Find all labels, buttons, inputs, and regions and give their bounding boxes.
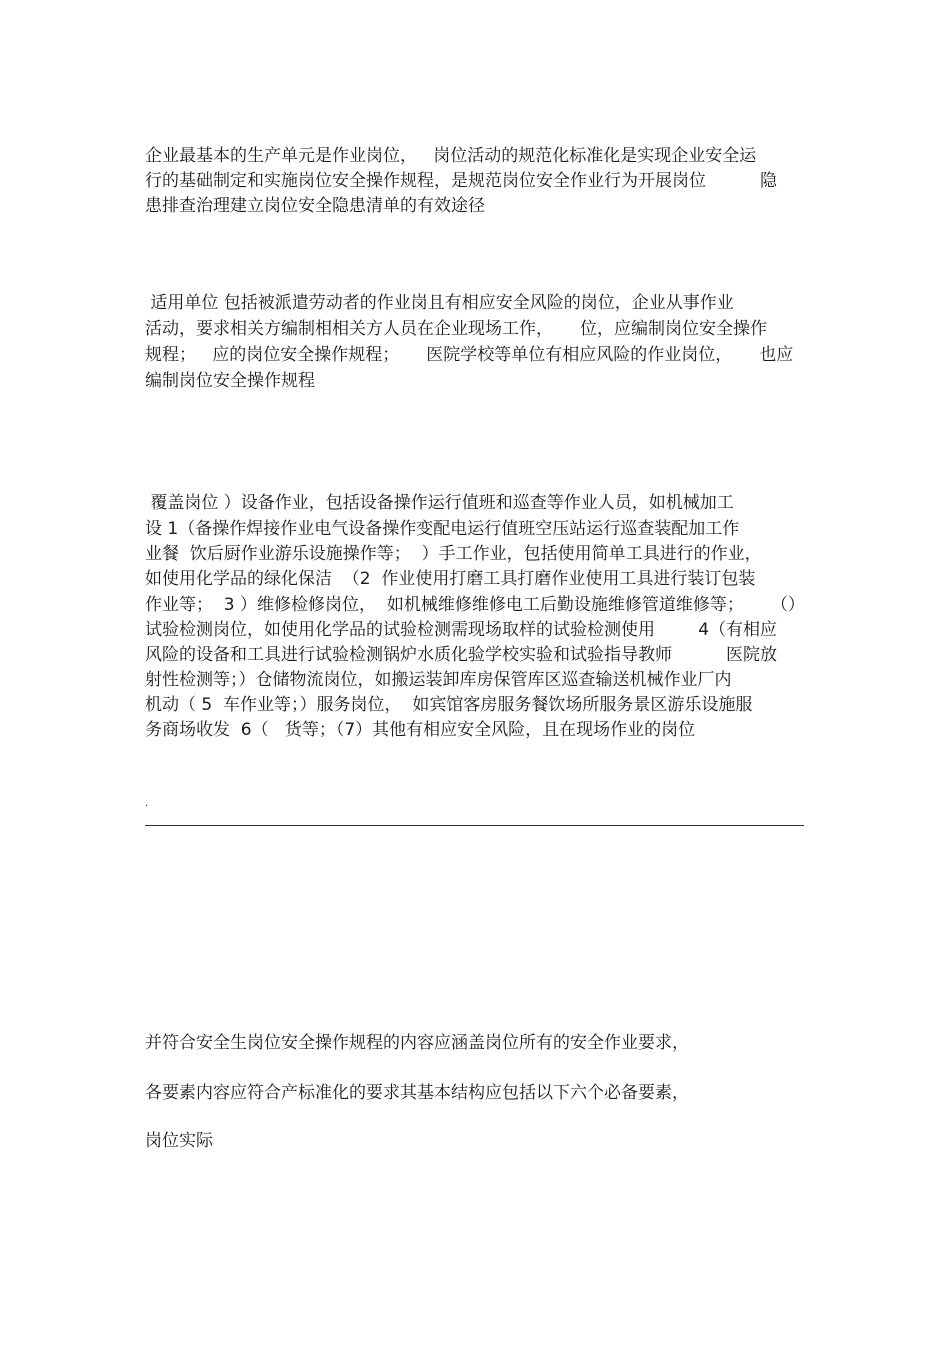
- text-line: 机动（ 5 车作业等；）服务岗位， 如宾馆客房服务餐饮场所服务景区游乐设施服: [145, 695, 753, 715]
- text-line: 业餐 饮后厨作业游乐设施操作等； ）手工作业，包括使用简单工具进行的作业，: [145, 544, 762, 564]
- text-line: 务商场收发 6（ 货等；（7）其他有相应安全风险，且在现场作业的岗位: [145, 720, 696, 740]
- text-line: 覆盖岗位 ）设备作业，包括设备操作运行值班和巡查等作业人员，如机械加工: [145, 493, 734, 513]
- horizontal-divider: [145, 825, 804, 826]
- dot-mark: .: [145, 798, 149, 809]
- text-line: 射性检测等；）仓储物流岗位，如搬运装卸库房保管库区巡查输送机械作业厂内: [145, 670, 732, 690]
- text-line: 试验检测岗位，如使用化学品的试验检测需现场取样的试验检测使用 4（有相应: [145, 620, 778, 640]
- text-line: 设 1（备操作焊接作业电气设备操作变配电运行值班空压站运行巡查装配加工作: [145, 519, 740, 539]
- text-line: 规程； 应的岗位安全操作规程； 医院学校等单位有相应风险的作业岗位， 也应: [145, 345, 794, 365]
- paragraph-position-actual: 岗位实际: [145, 1131, 213, 1151]
- paragraph-content-requirements: 并符合安全生岗位安全操作规程的内容应涵盖岗位所有的安全作业要求，: [145, 1033, 689, 1053]
- text-line: 风险的设备和工具进行试验检测锅炉水质化验学校实验和试验指导教师 医院放: [145, 645, 778, 665]
- text-line: 活动，要求相关方编制相相关方人员在企业现场工作， 位，应编制岗位安全操作: [145, 319, 768, 339]
- text-line: 如使用化学品的绿化保洁 （2 作业使用打磨工具打磨作业使用工具进行装订包装: [145, 569, 756, 589]
- text-line: 适用单位 包括被派遣劳动者的作业岗且有相应安全风险的岗位，企业从事作业: [145, 293, 734, 313]
- text-line: 患排查治理建立岗位安全隐患清单的有效途径: [145, 196, 485, 216]
- text-line: 作业等； 3 ）维修检修岗位， 如机械维修维修电工后勤设施维修管道维修等； （）: [145, 595, 805, 615]
- text-line: 行的基础制定和实施岗位安全操作规程，是规范岗位安全作业行为开展岗位 隐: [145, 171, 778, 191]
- text-line: 编制岗位安全操作规程: [145, 371, 315, 391]
- paragraph-structure-elements: 各要素内容应符合产标准化的要求其基本结构应包括以下六个必备要素，: [145, 1083, 689, 1103]
- text-line: 企业最基本的生产单元是作业岗位， 岗位活动的规范化标准化是实现企业安全运: [145, 146, 757, 166]
